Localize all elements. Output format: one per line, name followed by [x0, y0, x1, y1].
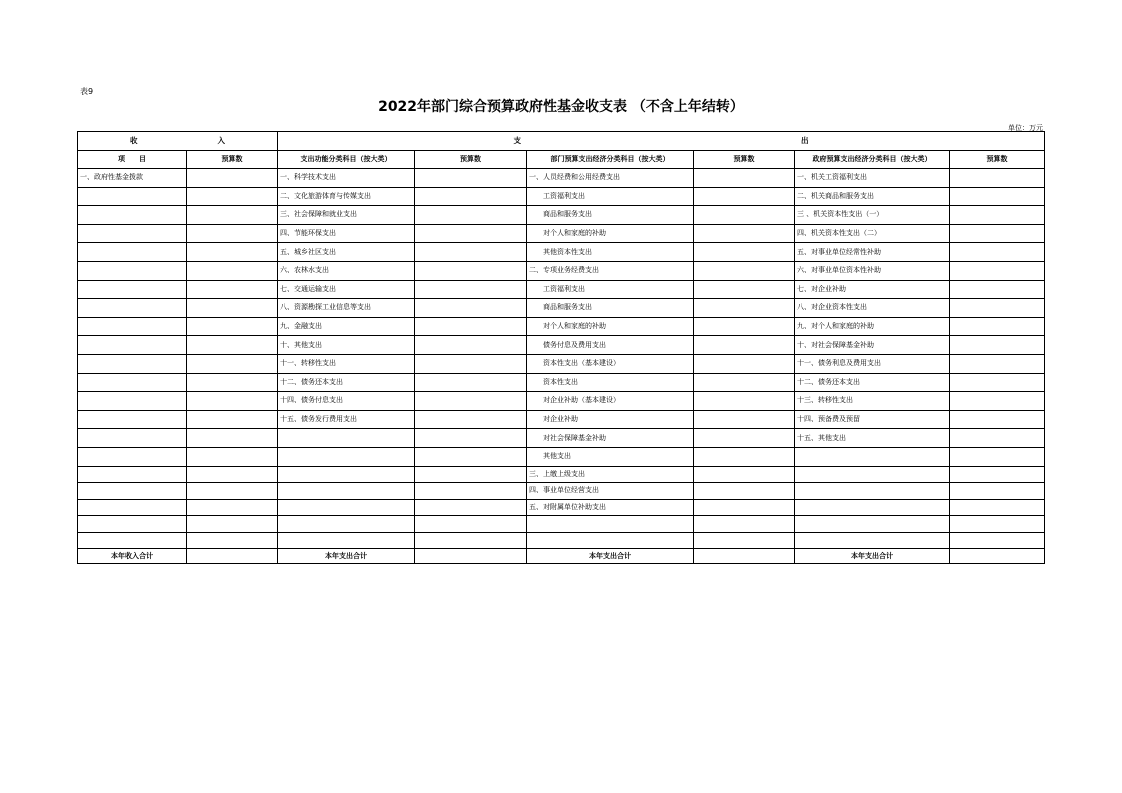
col-budget-header: 预算数 — [415, 151, 527, 169]
budget-cell — [187, 299, 278, 318]
item-cell — [78, 392, 187, 411]
gov-cell: 十、对社会保障基金补助 — [795, 336, 950, 355]
table-row — [78, 299, 1045, 318]
item-cell — [78, 354, 187, 373]
item-cell — [78, 447, 187, 466]
budget-cell — [187, 354, 278, 373]
budget-cell — [187, 261, 278, 280]
budget-cell — [950, 499, 1045, 516]
dept-cell: 资本性支出（基本建设） — [527, 354, 694, 373]
gov-cell: 五、对事业单位经常性补助 — [795, 243, 950, 262]
item-cell — [78, 499, 187, 516]
func-cell: 五、城乡社区支出 — [278, 243, 415, 262]
gov-cell: 三 、机关资本性支出（一） — [795, 206, 950, 225]
table-row — [78, 483, 1045, 500]
col-item-header: 项 目 — [78, 151, 187, 169]
budget-cell — [950, 299, 1045, 318]
gov-cell: 六、对事业单位资本性补助 — [795, 261, 950, 280]
budget-table — [77, 131, 1045, 564]
budget-cell — [415, 410, 527, 429]
func-cell: 七、交通运输支出 — [278, 280, 415, 299]
budget-cell — [694, 447, 795, 466]
func-cell: 九、金融支出 — [278, 317, 415, 336]
gov-cell — [795, 483, 950, 500]
total-row — [78, 549, 1045, 564]
dept-cell: 二、专项业务经费支出 — [527, 261, 694, 280]
budget-cell — [187, 429, 278, 448]
budget-cell — [950, 466, 1045, 483]
budget-cell — [187, 243, 278, 262]
item-cell — [78, 373, 187, 392]
table-row-empty — [78, 532, 1045, 549]
budget-cell — [950, 261, 1045, 280]
budget-cell — [950, 483, 1045, 500]
col-func-header: 支出功能分类科目（按大类） — [278, 151, 415, 169]
func-cell: 十一、转移性支出 — [278, 354, 415, 373]
item-cell — [78, 429, 187, 448]
budget-cell — [187, 317, 278, 336]
func-cell: 十四、债务付息支出 — [278, 392, 415, 411]
budget-cell — [950, 354, 1045, 373]
dept-cell: 工资福利支出 — [527, 280, 694, 299]
table-row — [78, 243, 1045, 262]
budget-cell — [415, 447, 527, 466]
func-cell — [278, 483, 415, 500]
budget-cell — [950, 410, 1045, 429]
func-cell — [278, 429, 415, 448]
budget-cell — [950, 429, 1045, 448]
budget-cell — [187, 447, 278, 466]
budget-cell — [694, 410, 795, 429]
total-dept-label: 本年支出合计 — [527, 549, 694, 564]
dept-cell: 五、对附属单位补助支出 — [527, 499, 694, 516]
total-gov-label: 本年支出合计 — [795, 549, 950, 564]
dept-cell: 对社会保障基金补助 — [527, 429, 694, 448]
gov-cell: 十一、债务利息及费用支出 — [795, 354, 950, 373]
dept-cell: 工资福利支出 — [527, 187, 694, 206]
budget-cell — [694, 336, 795, 355]
item-cell — [78, 336, 187, 355]
budget-cell — [950, 447, 1045, 466]
gov-cell: 一、机关工资福利支出 — [795, 169, 950, 188]
budget-cell — [415, 243, 527, 262]
budget-cell — [415, 206, 527, 225]
gov-cell: 十五、其他支出 — [795, 429, 950, 448]
table-row — [78, 354, 1045, 373]
total-income-label: 本年收入合计 — [78, 549, 187, 564]
budget-cell — [950, 187, 1045, 206]
dept-cell: 商品和服务支出 — [527, 299, 694, 318]
budget-cell — [694, 261, 795, 280]
budget-cell — [694, 299, 795, 318]
budget-cell — [694, 429, 795, 448]
budget-cell — [187, 410, 278, 429]
func-cell: 四、节能环保支出 — [278, 224, 415, 243]
table-row — [78, 410, 1045, 429]
budget-cell — [187, 499, 278, 516]
func-cell: 六、农林水支出 — [278, 261, 415, 280]
item-cell — [78, 224, 187, 243]
func-cell: 二、文化旅游体育与传媒支出 — [278, 187, 415, 206]
gov-cell: 七、对企业补助 — [795, 280, 950, 299]
gov-cell — [795, 447, 950, 466]
dept-cell: 商品和服务支出 — [527, 206, 694, 225]
table-row — [78, 206, 1045, 225]
budget-cell — [415, 187, 527, 206]
budget-cell — [694, 224, 795, 243]
dept-cell: 其他支出 — [527, 447, 694, 466]
gov-cell: 二、机关商品和服务支出 — [795, 187, 950, 206]
table-row — [78, 447, 1045, 466]
budget-cell — [694, 243, 795, 262]
func-cell: 八、资源勘探工业信息等支出 — [278, 299, 415, 318]
table-row-empty — [78, 516, 1045, 533]
table-row — [78, 373, 1045, 392]
budget-cell — [950, 280, 1045, 299]
item-cell — [78, 317, 187, 336]
func-cell: 十二、债务还本支出 — [278, 373, 415, 392]
col-budget-header: 预算数 — [187, 151, 278, 169]
func-cell: 三、社会保障和就业支出 — [278, 206, 415, 225]
gov-cell: 十三、转移性支出 — [795, 392, 950, 411]
table-number: 表9 — [80, 87, 94, 96]
total-gov-value — [950, 549, 1045, 564]
item-cell — [78, 243, 187, 262]
budget-cell — [950, 336, 1045, 355]
gov-cell — [795, 499, 950, 516]
budget-cell — [950, 169, 1045, 188]
table-row — [78, 466, 1045, 483]
page-title: 2022年部门综合预算政府性基金收支表 （不含上年结转） — [378, 99, 744, 115]
budget-cell — [950, 243, 1045, 262]
budget-cell — [950, 392, 1045, 411]
budget-cell — [694, 206, 795, 225]
header-row-columns — [78, 151, 1045, 169]
budget-cell — [415, 169, 527, 188]
budget-cell — [694, 466, 795, 483]
gov-cell: 九、对个人和家庭的补助 — [795, 317, 950, 336]
table-row — [78, 224, 1045, 243]
gov-cell — [795, 466, 950, 483]
dept-cell: 对企业补助 — [527, 410, 694, 429]
budget-cell — [187, 392, 278, 411]
budget-cell — [187, 224, 278, 243]
budget-cell — [694, 354, 795, 373]
expense-header: 支 出 — [278, 132, 1045, 151]
budget-cell — [187, 336, 278, 355]
budget-cell — [950, 224, 1045, 243]
budget-cell — [694, 392, 795, 411]
gov-cell: 八、对企业资本性支出 — [795, 299, 950, 318]
col-dept-econ-header: 部门预算支出经济分类科目（按大类） — [527, 151, 694, 169]
table-row — [78, 261, 1045, 280]
dept-cell: 三、上缴上级支出 — [527, 466, 694, 483]
table-row — [78, 429, 1045, 448]
func-cell — [278, 499, 415, 516]
total-func-label: 本年支出合计 — [278, 549, 415, 564]
dept-cell: 债务付息及费用支出 — [527, 336, 694, 355]
table-row — [78, 392, 1045, 411]
func-cell: 一、科学技术支出 — [278, 169, 415, 188]
dept-cell: 对个人和家庭的补助 — [527, 317, 694, 336]
table-row — [78, 280, 1045, 299]
budget-cell — [694, 187, 795, 206]
item-cell — [78, 206, 187, 225]
budget-cell — [415, 466, 527, 483]
col-budget-header: 预算数 — [950, 151, 1045, 169]
table-row — [78, 169, 1045, 188]
budget-cell — [694, 280, 795, 299]
budget-cell — [694, 169, 795, 188]
budget-cell — [187, 169, 278, 188]
table-row — [78, 336, 1045, 355]
dept-cell: 其他资本性支出 — [527, 243, 694, 262]
budget-cell — [415, 392, 527, 411]
budget-cell — [415, 499, 527, 516]
func-cell: 十、其他支出 — [278, 336, 415, 355]
budget-cell — [950, 373, 1045, 392]
budget-cell — [950, 206, 1045, 225]
unit-label: 单位：万元 — [1008, 124, 1043, 132]
budget-cell — [187, 206, 278, 225]
table-row — [78, 317, 1045, 336]
budget-cell — [415, 224, 527, 243]
item-cell — [78, 483, 187, 500]
gov-cell: 十二、债务还本支出 — [795, 373, 950, 392]
gov-cell: 十四、预备费及预留 — [795, 410, 950, 429]
func-cell — [278, 447, 415, 466]
budget-cell — [415, 373, 527, 392]
item-cell — [78, 410, 187, 429]
budget-cell — [694, 373, 795, 392]
item-cell — [78, 299, 187, 318]
dept-cell: 四、事业单位经营支出 — [527, 483, 694, 500]
budget-cell — [415, 317, 527, 336]
budget-cell — [415, 261, 527, 280]
col-budget-header: 预算数 — [694, 151, 795, 169]
func-cell: 十五、债务发行费用支出 — [278, 410, 415, 429]
budget-cell — [187, 187, 278, 206]
item-cell: 一、政府性基金拨款 — [78, 169, 187, 188]
item-cell — [78, 261, 187, 280]
col-gov-econ-header: 政府预算支出经济分类科目（按大类） — [795, 151, 950, 169]
budget-cell — [415, 429, 527, 448]
header-row-top — [78, 132, 1045, 151]
budget-cell — [187, 373, 278, 392]
dept-cell: 对企业补助（基本建设） — [527, 392, 694, 411]
budget-cell — [415, 336, 527, 355]
dept-cell: 资本性支出 — [527, 373, 694, 392]
budget-cell — [415, 280, 527, 299]
budget-cell — [187, 280, 278, 299]
total-income-value — [187, 549, 278, 564]
budget-cell — [694, 483, 795, 500]
total-func-value — [415, 549, 527, 564]
budget-cell — [950, 317, 1045, 336]
budget-cell — [694, 499, 795, 516]
dept-cell: 对个人和家庭的补助 — [527, 224, 694, 243]
budget-cell — [415, 299, 527, 318]
dept-cell: 一、人员经费和公用经费支出 — [527, 169, 694, 188]
budget-cell — [187, 466, 278, 483]
budget-cell — [187, 483, 278, 500]
gov-cell: 四、机关资本性支出（二） — [795, 224, 950, 243]
table-row — [78, 187, 1045, 206]
budget-cell — [694, 317, 795, 336]
income-header: 收 入 — [78, 132, 278, 151]
table-row — [78, 499, 1045, 516]
item-cell — [78, 466, 187, 483]
total-dept-value — [694, 549, 795, 564]
item-cell — [78, 187, 187, 206]
budget-cell — [415, 354, 527, 373]
func-cell — [278, 466, 415, 483]
item-cell — [78, 280, 187, 299]
budget-cell — [415, 483, 527, 500]
